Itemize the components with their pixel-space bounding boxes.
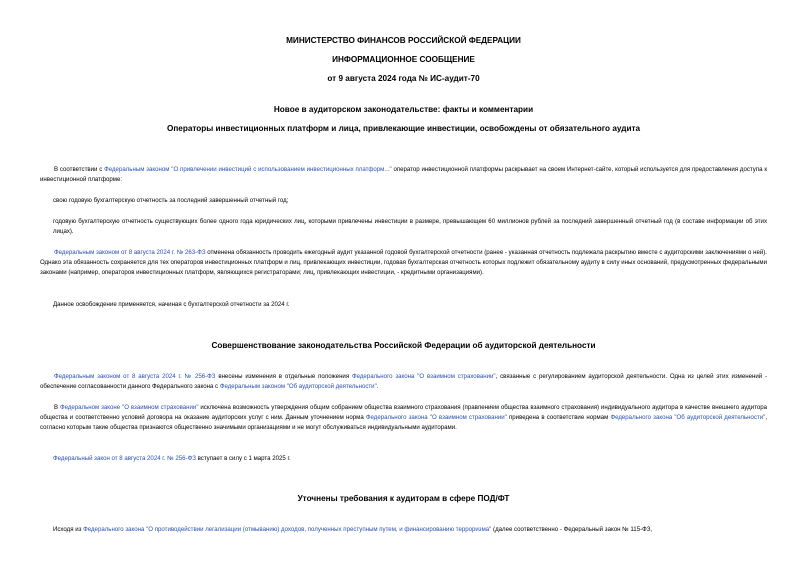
paragraph-text: приведена в соответствие нормам — [506, 414, 611, 422]
section-title: Уточнены требования к аудиторам в сфере ПОД/ФТ — [297, 494, 510, 503]
law-link[interactable]: Федеральным законом от 8 августа 2024 г. № 263-ФЗ — [54, 249, 206, 256]
paragraph-text: отменена обязанность проводить ежегодный аудит указанной годовой бухгалтерской отчетности (ранее - указанная отчетность подлежала раскрытию вместе с аудиторскими заключениями о ней). Однако эта обязанность сохраняется для тех операторов инвестиционных платформ и лиц, привлекающих инвестиции, годовая бухгалтерская отчетность которых подлежит обязательному аудиту в силу иных оснований, предусмотренных федеральными законами (например, операторов инвестиционных платформ, являющихся регистраторами; лиц, привлекающих инвестиции, - кредитными организациями). — [40, 249, 768, 277]
law-link[interactable]: Федеральным законом "Об аудиторской деятельности" — [219, 383, 377, 391]
paragraph — [40, 403, 767, 434]
paragraph-text: , связанные с регулированием аудиторской деятельности. Одна из целей этих изменений - обеспечение согласованности данного Федерального закона с — [40, 373, 768, 391]
section-title: Совершенствование законодательства Российской Федерации об аудиторской деятельности — [211, 341, 596, 350]
ministry-heading: МИНИСТЕРСТВО ФИНАНСОВ РОССИЙСКОЙ ФЕДЕРАЦИИ — [286, 36, 521, 45]
paragraph — [53, 454, 767, 464]
paragraph-text: Исходя из — [53, 526, 84, 533]
law-link[interactable]: Федеральный закон от 8 августа 2024 г. № 256-ФЗ — [53, 455, 196, 462]
list-item: годовую бухгалтерскую отчетность существующих более одного года юридических лиц, которыми привлечены инвестиции в размере, превышающем 60 миллионов рублей за последний завершенный отчетный год (в составе информации об этих лицах). — [53, 218, 767, 236]
paragraph-text: внесены изменения в отдельные положения — [215, 373, 352, 380]
paragraph-text: оператор инвестиционной платформы раскрывает на своем Интернет-сайте, который используется для предоставления доступа к инвестиционной платформе: — [40, 166, 767, 184]
paragraph-text: В соответствии с — [54, 166, 105, 173]
list-item: свою годовую бухгалтерскую отчетность за последний завершенный отчетный год; — [53, 197, 289, 204]
law-link[interactable]: Федерального закона "О противодействии легализации (отмыванию) доходов, полученных преступным путем, и финансированию терроризма" — [83, 526, 492, 533]
paragraph-text: исключена возможность утверждения общим собранием общества взаимного страхования (правлением общества взаимного страхования) индивидуального аудитора в качестве внешнего аудитора общества и соответственно условий договора на оказание аудиторских услуг с ним. Данным уточнением норма — [40, 404, 767, 422]
law-link[interactable]: Федеральным законом "О привлечении инвестиций с использованием инвестиционных платформ..." — [104, 166, 392, 173]
paragraph — [53, 525, 767, 535]
paragraph-text: . — [376, 383, 379, 391]
paragraph-text: вступает в силу с 1 марта 2025 г. — [195, 455, 291, 462]
law-link[interactable]: Федерального закона "Об аудиторской деятельности" — [610, 414, 766, 422]
paragraph-text: , согласно которым такие общества признаются общественно значимыми организациями и не могут обслуживаться индивидуальными аудиторами. — [40, 414, 768, 432]
paragraph — [40, 248, 767, 279]
paragraph: Данное освобождение применяется, начиная с бухгалтерской отчетности за 2024 г. — [53, 301, 290, 308]
paragraph-text: (далее соответственно - Федеральный закон № 115-ФЗ, — [491, 526, 653, 533]
law-link[interactable]: Федерального закона "О взаимном страховании" — [351, 373, 496, 380]
law-link[interactable]: Федеральным законом от 8 августа 2024 г. № 256-ФЗ — [54, 373, 216, 380]
section-subtitle: Операторы инвестиционных платформ и лица, привлекающие инвестиции, освобождены от обязательного аудита — [166, 124, 641, 133]
section-title: Новое в аудиторском законодательстве: факты и комментарии — [273, 105, 534, 114]
paragraph — [40, 165, 767, 185]
paragraph-text: В — [54, 404, 60, 411]
law-link[interactable]: Федерального закона "О взаимном страховании" — [365, 414, 507, 422]
document-date-heading: от 9 августа 2024 года № ИС-аудит-70 — [327, 74, 480, 83]
law-link[interactable]: Федеральном законе "О взаимном страховании" — [59, 404, 199, 411]
document-type-heading: ИНФОРМАЦИОННОЕ СООБЩЕНИЕ — [332, 55, 475, 64]
paragraph — [40, 372, 767, 392]
